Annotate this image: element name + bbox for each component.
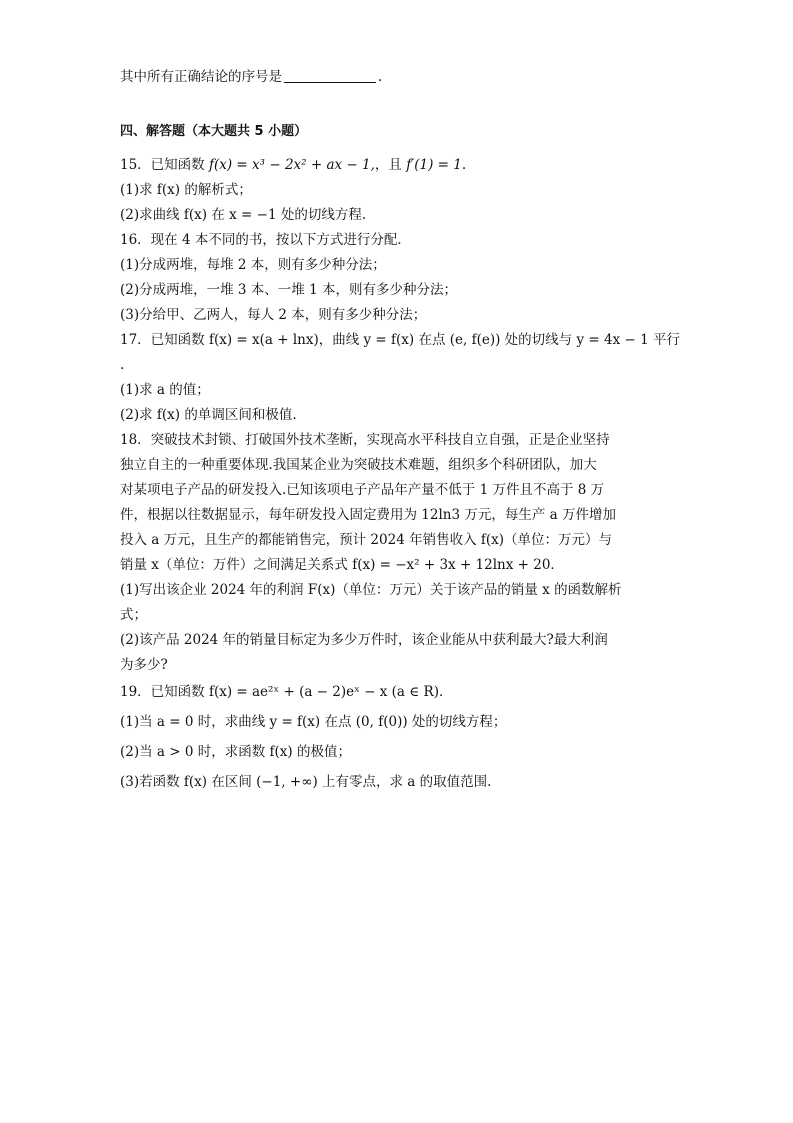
q15-end: . <box>461 157 467 173</box>
q18-part1-b: 式； <box>120 607 147 623</box>
q18-part1-a: (1)写出该企业 2024 年的利润 F(x)（单位：万元）关于该产品的销量 x 的函数解析 <box>120 582 622 598</box>
q18-line6: 销量 x（单位：万件）之间满足关系式 f(x) = −x² + 3x + 12lnx + 20． <box>120 557 564 573</box>
q15-function: f(x) = x³ − 2x² + ax − 1, <box>208 157 375 173</box>
q19-part1: (1)当 a = 0 时，求曲线 y = f(x) 在点 (0, f(0)) 处的切线方程； <box>120 714 507 730</box>
q18-line1: 18．突破技术封锁、打破国外技术垄断，实现高水平科技自立自强，正是企业坚持 <box>120 432 610 448</box>
q15-head <box>120 155 680 175</box>
q18-part2-b: 为多少? <box>120 657 168 673</box>
q18-line4: 件，根据以往数据显示，每年研发投入固定费用为 12ln3 万元，每生产 a 万件增加 <box>120 507 616 523</box>
q17-head: 17．已知函数 f(x) = x(a + lnx)，曲线 y = f(x) 在点 (e, f(e)) 处的切线与 y = 4x − 1 平行 <box>120 332 680 348</box>
intro-prefix: 其中所有正确结论的序号是 <box>120 69 282 85</box>
q15-part2: (2)求曲线 f(x) 在 x = −1 处的切线方程. <box>120 207 367 223</box>
q18-line3: 对某项电子产品的研发投入.已知该项电子产品年产量不低于 1 万件且不高于 8 万 <box>120 482 605 498</box>
q15-head-pre: 15．已知函数 <box>120 157 205 173</box>
q15-part1: (1)求 f(x) 的解析式； <box>120 182 252 198</box>
intro-suffix: . <box>378 69 383 85</box>
q18-part2-a: (2)该产品 2024 年的销量目标定为多少万件时，该企业能从中获利最大?最大利润 <box>120 632 608 648</box>
q19-head: 19．已知函数 f(x) = ae²ˣ + (a − 2)eˣ − x (a ∈ R)． <box>120 684 453 700</box>
q18-line5: 投入 a 万元，且生产的都能销售完，预计 2024 年销售收入 f(x)（单位：万元）与 <box>120 532 613 548</box>
q17-part2: (2)求 f(x) 的单调区间和极值. <box>120 407 297 423</box>
intro-line <box>120 67 680 87</box>
q18-line2: 独立自主的一种重要体现.我国某企业为突破技术难题，组织多个科研团队，加大 <box>120 457 597 473</box>
q16-part2: (2)分成两堆，一堆 3 本、一堆 1 本，则有多少种分法； <box>120 282 457 298</box>
q17-dot: . <box>120 357 125 373</box>
q19-part2: (2)当 a > 0 时，求函数 f(x) 的极值； <box>120 744 351 760</box>
q16-part3: (3)分给甲、乙两人，每人 2 本，则有多少种分法； <box>120 307 427 323</box>
section-title: 四、解答题（本大题共 5 小题） <box>120 124 308 139</box>
q15-condition: f′(1) = 1 <box>406 157 462 173</box>
q17-part1: (1)求 a 的值； <box>120 382 210 398</box>
q16-part1: (1)分成两堆，每堆 2 本，则有多少种分法； <box>120 257 386 273</box>
q15-mid: ，且 <box>374 157 402 173</box>
q16-head: 16．现在 4 本不同的书，按以下方式进行分配． <box>120 232 411 248</box>
answer-blank <box>284 68 376 83</box>
q19-part3: (3)若函数 f(x) 在区间 (−1, +∞) 上有零点，求 a 的取值范围. <box>120 774 492 790</box>
